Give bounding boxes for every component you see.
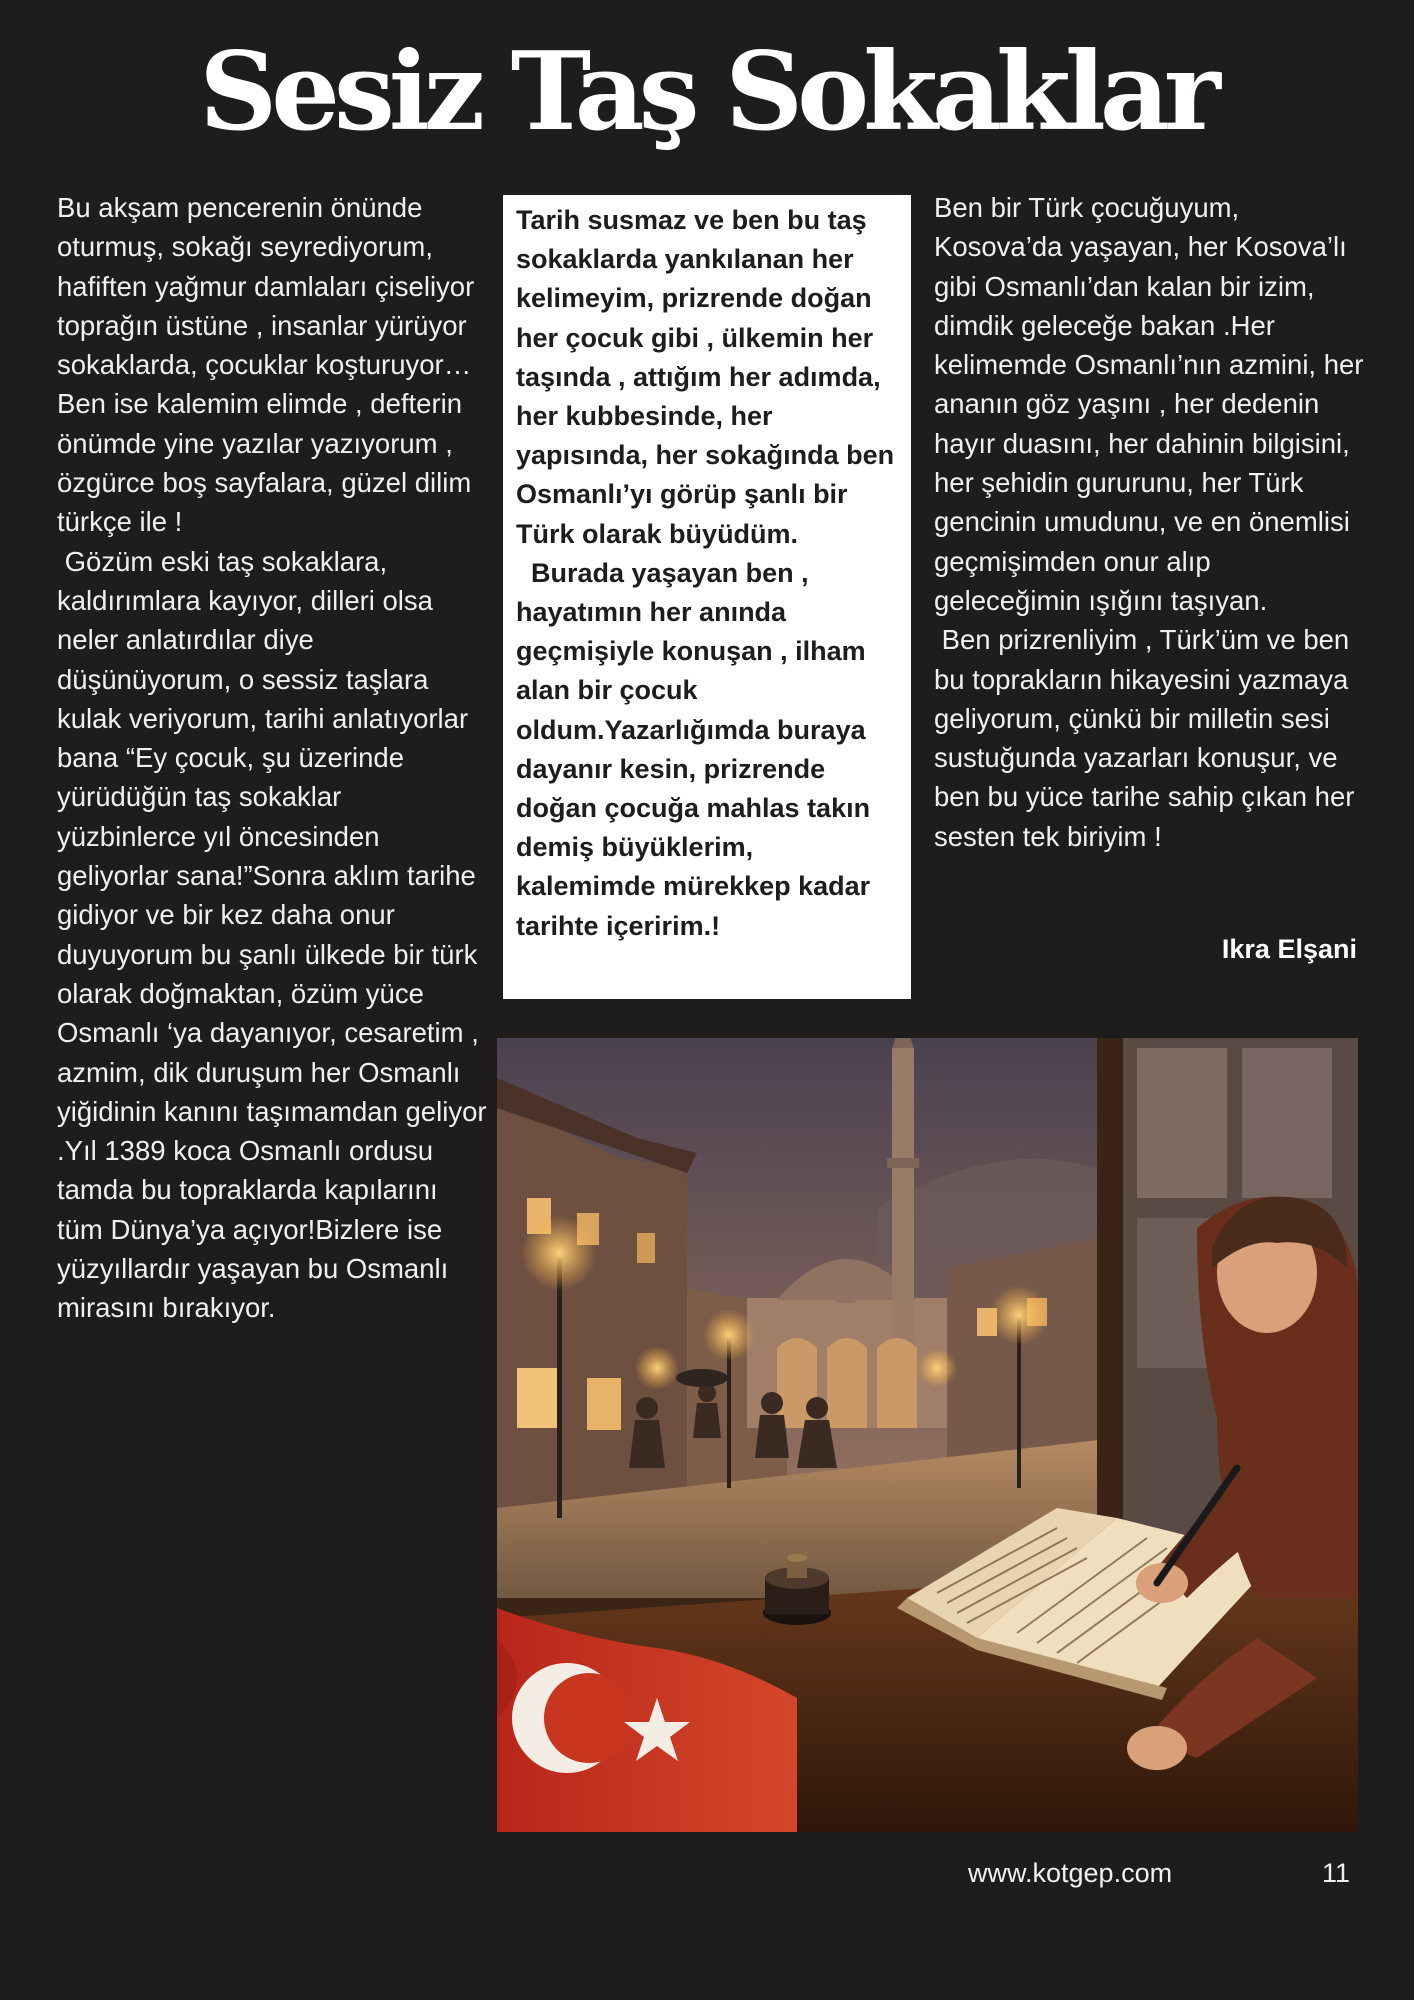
- box-paragraph-1: Tarih susmaz ve ben bu taş sokaklarda yankılanan her kelimeyim, prizrende doğan her çocuk gibi , ülkemin her taşında , attığım her adımda, her kubbesinde, her yapısında, her sokağında ben Osmanlı’yı görüp şanlı bir Türk olarak büyüdüm.: [516, 205, 895, 549]
- website-url: www.kotgep.com: [968, 1858, 1173, 1888]
- author-name: Ikra Elşani: [1221, 934, 1357, 964]
- left-column: [57, 188, 495, 1328]
- highlight-box: [503, 195, 911, 999]
- right-column: [934, 188, 1364, 856]
- box-paragraph-2: Burada yaşayan ben , hayatımın her anında geçmişiyle konuşan , ilham alan bir çocuk oldum.Yazarlığımda buraya dayanır kesin, prizrende doğan çocuğa mahlas takın demiş büyüklerim, kalemimde mürekkep kadar tarihte içeririm.!: [516, 557, 878, 941]
- illustration-boy-writing-at-window: [497, 1038, 1358, 1832]
- page-number: 11: [1322, 1858, 1351, 1888]
- left-paragraph-2: Gözüm eski taş sokaklara, kaldırımlara kayıyor, dilleri olsa neler anlatırdılar diye düşünüyorum, o sessiz taşlara kulak veriyorum, tarihi anlatıyorlar bana “Ey çocuk, şu üzerinde yürüdüğün taş sokaklar yüzbinlerce yıl öncesinden geliyorlar sana!”Sonra aklım tarihe gidiyor ve bir kez daha onur duyuyorum bu şanlı ülkede bir türk olarak doğmaktan, özüm yüce Osmanlı ‘ya dayanıyor, cesaretim , azmim, dik duruşum her Osmanlı yiğidinin kanını taşımamdan geliyor .Yıl 1389 koca Osmanlı ordusu tamda bu topraklarda kapılarını tüm Dünya’ya açıyor!Bizlere ise yüzyıllardır yaşayan bu Osmanlı mirasını bırakıyor.: [57, 545, 495, 1324]
- page-title: Sesiz Taş Sokaklar: [199, 29, 1215, 155]
- left-paragraph-1: Bu akşam pencerenin önünde oturmuş, sokağı seyrediyorum, hafiften yağmur damlaları çiseliyor toprağın üstüne , insanlar yürüyor sokaklarda, çocuklar koşturuyor…Ben ise kalemim elimde , defterin önümde yine yazılar yazıyorum , özgürce boş sayfalara, güzel dilim türkçe ile !: [57, 192, 475, 538]
- right-paragraph-2: Ben prizrenliyim , Türk’üm ve ben bu toprakların hikayesini yazmaya geliyorum, çünkü bir milletin sesi sustuğunda yazarları konuşur, ve ben bu yüce tarihe sahip çıkan her sesten tek biriyim !: [934, 624, 1363, 852]
- right-paragraph-1: Ben bir Türk çocuğuyum, Kosova’da yaşayan, her Kosova’lı gibi Osmanlı’dan kalan bir izim, dimdik geleceğe bakan .Her kelimemde Osmanlı’nın azmini, her ananın göz yaşını , her dedenin hayır duasını, her dahinin bilgisini, her şehidin gururunu, her Türk gencinin umudunu, ve en önemlisi geçmişimden onur alıp geleceğimin ışığını taşıyan.: [934, 192, 1364, 616]
